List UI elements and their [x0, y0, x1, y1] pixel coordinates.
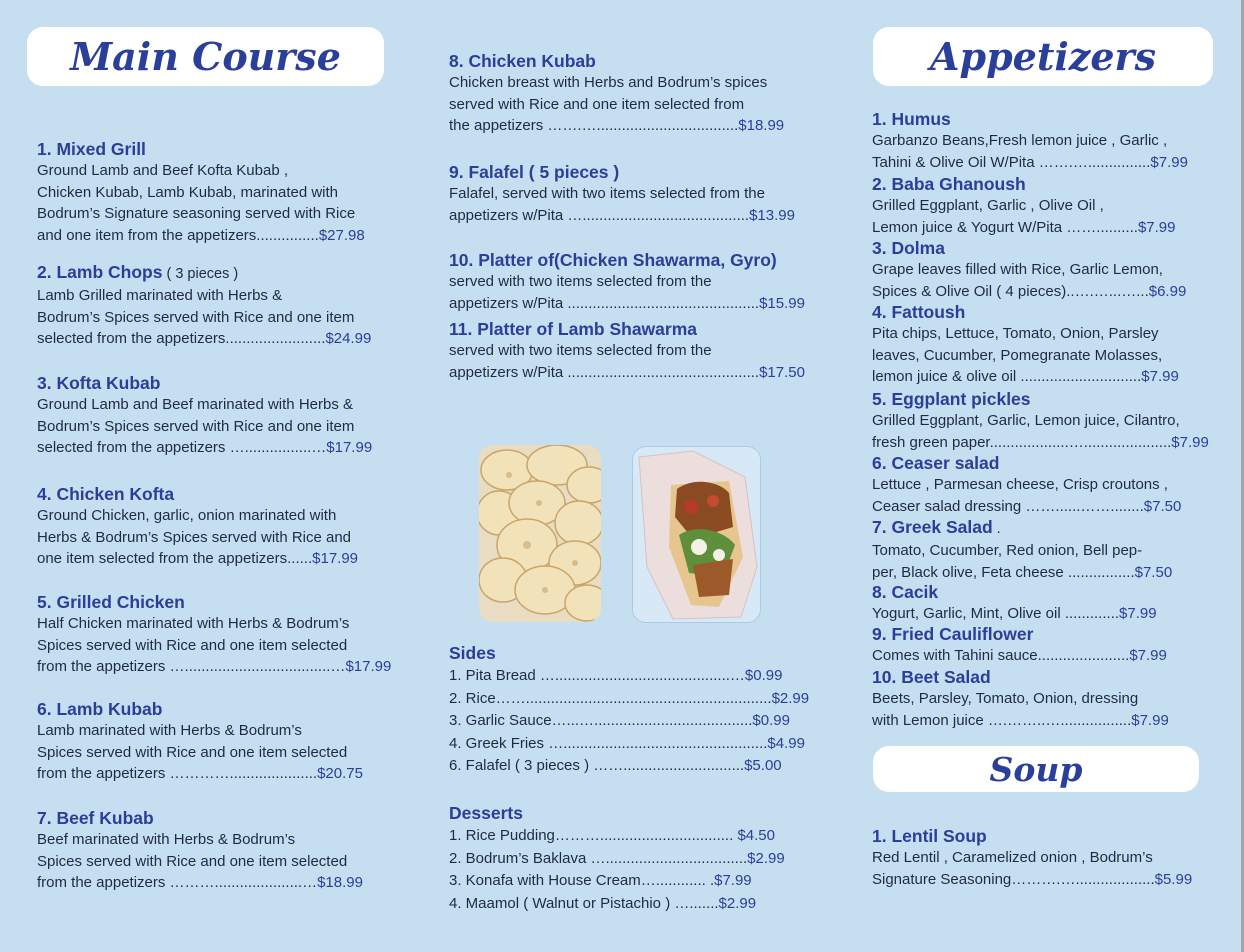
description-text: the appetizers …….….................................. [449, 117, 739, 134]
menu-item [872, 237, 1207, 302]
menu-item [872, 452, 1207, 517]
menu-item-price: $7.99 [1131, 711, 1169, 729]
menu-item-description [872, 645, 1207, 667]
description-line: Beef marinated with Herbs & Bodrum’s [37, 831, 296, 848]
menu-item-header [872, 108, 1207, 130]
description-line: Bodrum’s Spices served with Rice and one item [37, 308, 355, 326]
menu-item-price: $18.99 [317, 874, 363, 891]
menu-item-title: 3. Kofta Kubab [37, 373, 161, 393]
menu-item-description [449, 271, 805, 314]
menu-item-header [449, 318, 799, 340]
menu-item-title: 9. Falafel ( 5 pieces ) [449, 162, 620, 182]
menu-item-price: $27.98 [318, 226, 365, 244]
description-last-line [872, 496, 1207, 518]
menu-item-header [872, 825, 1207, 847]
menu-item-price: $17.99 [326, 439, 373, 456]
menu-item [37, 261, 387, 350]
sides-name: 3. Garlic Sauce…...…...................................... [449, 712, 753, 729]
description-last-line [872, 869, 1207, 891]
menu-item-header [37, 138, 387, 160]
menu-item [37, 138, 387, 246]
menu-item-price: $17.50 [759, 363, 805, 381]
menu-item-header [37, 483, 387, 505]
menu-item-description [37, 505, 387, 570]
menu-item-price: $15.99 [759, 294, 805, 312]
menu-item-header [872, 666, 1207, 688]
description-line: Chicken Kubab, Lamb Kubab, marinated with [37, 183, 339, 201]
description-text: Lemon juice & Yogurt W/Pita …….......... [872, 218, 1138, 236]
menu-item-title: 8. Chicken Kubab [449, 51, 596, 71]
menu-item [872, 516, 1207, 583]
sides-row [449, 688, 810, 711]
pita-bread-image [479, 445, 601, 622]
menu-item-price: $7.99 [1119, 605, 1157, 622]
sides-list [449, 665, 810, 778]
description-last-line [37, 763, 387, 785]
menu-item-header [37, 698, 387, 720]
menu-item-description [872, 195, 1207, 238]
gyro-wrap-photo [632, 446, 761, 623]
menu-item-description [37, 613, 392, 678]
sides-price: $2.99 [771, 689, 810, 707]
menu-item [449, 50, 799, 137]
menu-item-title: 6. Ceaser salad [872, 453, 1000, 473]
menu-item-title: 3. Dolma [872, 238, 945, 258]
menu-item-price: $7.99 [1141, 368, 1179, 385]
description-text: selected from the appetizers …................… [37, 439, 327, 456]
menu-item-price: $18.99 [738, 117, 785, 134]
appetizers-heading: Appetizers [930, 34, 1156, 79]
menu-item-header [37, 372, 387, 394]
description-text: Yogurt, Garlic, Mint, Olive oil ............. [872, 605, 1120, 622]
description-last-line [449, 205, 799, 227]
description-last-line [449, 362, 805, 384]
description-last-line [449, 293, 805, 315]
menu-item [872, 108, 1207, 173]
menu-item-header [872, 237, 1207, 259]
description-line: Beets, Parsley, Tomato, Onion, dressing [872, 690, 1139, 707]
description-last-line [37, 328, 387, 350]
description-text: and one item from the appetizers............... [37, 226, 319, 244]
description-text: from the appetizers …………..................... [37, 765, 318, 782]
menu-item-description [872, 688, 1207, 731]
menu-item-price: $17.99 [312, 550, 359, 567]
menu-item-description [872, 540, 1207, 583]
description-line: Spices served with Rice and one item selected [37, 636, 348, 654]
description-last-line [449, 115, 799, 137]
menu-item-description [872, 323, 1207, 388]
main-course-heading: Main Course [70, 34, 341, 79]
desserts-list [449, 825, 799, 915]
desserts-name: 2. Bodrum’s Baklava ….................................. [449, 849, 748, 867]
menu-item-title: 10. Beet Salad [872, 667, 991, 687]
description-text: Ceaser salad dressing ……......……........ [872, 497, 1144, 515]
description-line: Garbanzo Beans,Fresh lemon juice , Garlic , [872, 132, 1168, 149]
sides-price: $5.00 [744, 757, 782, 774]
soup-banner [873, 746, 1199, 792]
menu-item-description [449, 340, 805, 383]
menu-item-note: . [992, 521, 1001, 537]
menu-item [872, 825, 1207, 890]
sides-row [449, 710, 799, 733]
menu-item-title: 7. Beef Kubab [37, 808, 154, 828]
description-text: Tahini & Olive Oil W/Pita …….…............... [872, 153, 1151, 171]
menu-item-description [872, 130, 1207, 173]
menu-item-header [37, 591, 387, 613]
menu-item-price: $6.99 [1148, 282, 1187, 300]
description-last-line [37, 872, 387, 894]
description-last-line [872, 366, 1207, 388]
description-line: leaves, Cucumber, Pomegranate Molasses, [872, 346, 1163, 364]
menu-item [449, 161, 799, 226]
menu-item-title: 1. Mixed Grill [37, 139, 146, 159]
description-last-line [37, 548, 387, 570]
menu-item-title: 4. Fattoush [872, 302, 966, 322]
description-line: served with two items selected from the [449, 342, 712, 359]
description-last-line [872, 432, 1207, 454]
sides-heading: Sides [449, 643, 496, 663]
description-line: served with Rice and one item selected from [449, 95, 745, 113]
menu-item-title: 5. Grilled Chicken [37, 592, 185, 612]
description-text: from the appetizers …...................................… [37, 658, 346, 675]
description-last-line [872, 603, 1207, 625]
description-text: from the appetizers ……….....................… [37, 874, 318, 891]
menu-item-title: 6. Lamb Kubab [37, 699, 163, 719]
sides-price: $0.99 [744, 667, 783, 684]
desserts-price: $4.50 [737, 827, 775, 844]
description-text: Signature Seasoning……….…................... [872, 870, 1155, 888]
menu-item-title: 10. Platter of(Chicken Shawarma, Gyro) [449, 250, 777, 270]
menu-item [872, 301, 1207, 388]
sides-name: 4. Greek Fries …................................................. [449, 734, 768, 752]
menu-item-price: $13.99 [749, 206, 795, 224]
menu-item-title: 1. Humus [872, 109, 951, 129]
menu-item-title: 2. Baba Ghanoush [872, 174, 1026, 194]
menu-item-header [872, 452, 1207, 474]
menu-item [872, 388, 1207, 453]
menu-item-price: $7.99 [1171, 433, 1209, 451]
description-text: appetizers w/Pita .............................................. [449, 363, 760, 381]
description-line: Lamb Grilled marinated with Herbs & [37, 287, 283, 304]
menu-item-header [449, 249, 799, 271]
description-line: Chicken breast with Herbs and Bodrum’s spices [449, 74, 768, 91]
menu-item-header [872, 301, 1207, 323]
menu-item [449, 249, 805, 314]
description-line: Spices served with Rice and one item selected [37, 852, 348, 870]
desserts-name: 4. Maamol ( Walnut or Pistachio ) …....... [449, 894, 719, 912]
description-last-line [37, 225, 387, 247]
menu-item-title: 11. Platter of Lamb Shawarma [449, 319, 698, 339]
menu-item-note: ( 3 pieces ) [162, 266, 239, 282]
menu-item [37, 372, 387, 459]
menu-item [872, 623, 1207, 667]
menu-item-price: $7.99 [1137, 218, 1176, 236]
main-course-banner [27, 27, 384, 86]
description-text: one item selected from the appetizers...... [37, 550, 313, 567]
description-line: Tomato, Cucumber, Red onion, Bell pep- [872, 542, 1143, 559]
description-last-line [872, 710, 1207, 732]
menu-item [37, 591, 392, 678]
description-text: Comes with Tahini sauce...................... [872, 647, 1130, 664]
description-line: Ground Lamb and Beef marinated with Herbs & [37, 396, 354, 413]
menu-item-header [37, 261, 387, 285]
menu-item [872, 666, 1207, 731]
sides-price: $0.99 [752, 712, 790, 729]
sides-row [449, 665, 799, 688]
desserts-row [449, 825, 799, 848]
sides-row [449, 755, 799, 778]
sides-name: 6. Falafel ( 3 pieces ) ……............................. [449, 757, 745, 774]
menu-item-title: 9. Fried Cauliflower [872, 624, 1034, 644]
desserts-name: 3. Konafa with House Cream…............ . [449, 872, 715, 889]
description-last-line [872, 217, 1207, 239]
description-line: Pita chips, Lettuce, Tomato, Onion, Parsley [872, 325, 1159, 342]
description-last-line [872, 281, 1207, 303]
sides-name: 1. Pita Bread …..........................................… [449, 667, 745, 684]
desserts-price: $2.99 [747, 849, 785, 867]
description-line: Falafel, served with two items selected from the [449, 185, 765, 202]
gyro-wrap-image [633, 447, 760, 622]
menu-item-description [37, 160, 387, 246]
desserts-row [449, 848, 799, 871]
desserts-price: $7.99 [714, 872, 752, 889]
menu-item-description [872, 847, 1207, 890]
description-line: Spices served with Rice and one item selected [37, 743, 348, 761]
menu-item-price: $17.99 [345, 658, 392, 675]
menu-item-title: 2. Lamb Chops [37, 262, 163, 282]
description-last-line [872, 152, 1207, 174]
description-text: appetizers w/Pita …........................................ [449, 206, 750, 224]
description-line: Grape leaves filled with Rice, Garlic Lemon, [872, 261, 1163, 278]
menu-item-title: 5. Eggplant pickles [872, 389, 1031, 409]
menu-item-description [37, 720, 387, 785]
menu-item-header [872, 516, 1207, 540]
desserts-name: 1. Rice Pudding………................................ [449, 827, 738, 844]
desserts-price: $2.99 [718, 894, 757, 912]
menu-item-header [449, 161, 799, 183]
pita-bread-photo [479, 445, 601, 622]
menu-item [37, 807, 387, 894]
menu-item-description [449, 183, 799, 226]
menu-item-price: $7.50 [1143, 497, 1182, 515]
description-line: Ground Lamb and Beef Kofta Kubab , [37, 162, 289, 179]
menu-item-description [37, 285, 387, 350]
desserts-row [449, 870, 799, 893]
menu-item-header [449, 50, 799, 72]
description-line: Bodrum’s Spices served with Rice and one item [37, 417, 355, 435]
menu-item-price: $7.99 [1129, 647, 1167, 664]
menu-item [37, 698, 387, 785]
menu-item-description [37, 829, 387, 894]
sides-name: 2. Rice……........................................................... [449, 689, 772, 707]
menu-item [449, 318, 805, 383]
menu-item-price: $20.75 [317, 765, 363, 782]
description-line: Herbs & Bodrum’s Spices served with Rice and [37, 528, 352, 546]
menu-item-title: 4. Chicken Kofta [37, 484, 175, 504]
menu-item-title: 7. Greek Salad [872, 517, 993, 537]
soup-heading: Soup [989, 749, 1083, 789]
description-last-line [872, 645, 1207, 667]
menu-item-header [872, 581, 1207, 603]
menu-item-description [449, 72, 799, 137]
description-text: selected from the appetizers........................ [37, 330, 326, 347]
menu-item-description [872, 603, 1207, 625]
menu-item-header [872, 623, 1207, 645]
menu-item [872, 581, 1207, 625]
description-line: Lettuce , Parmesan cheese, Crisp croutons , [872, 476, 1168, 493]
description-text: with Lemon juice ….……..…................. [872, 711, 1132, 729]
menu-item-title: 8. Cacik [872, 582, 939, 602]
menu-item-description [872, 410, 1207, 453]
menu-item-price: $5.99 [1154, 870, 1193, 888]
description-line: Grilled Eggplant, Garlic , Olive Oil , [872, 197, 1104, 214]
description-line: Lamb marinated with Herbs & Bodrum’s [37, 722, 302, 739]
menu-item-price: $7.50 [1134, 563, 1173, 581]
menu-item-header [872, 388, 1207, 410]
description-text: appetizers w/Pita .............................................. [449, 294, 760, 312]
menu-item-header [872, 173, 1207, 195]
menu-item-price: $7.99 [1150, 153, 1188, 171]
menu-item [872, 173, 1207, 238]
sides-row [449, 733, 805, 756]
description-last-line [872, 562, 1207, 584]
description-text: Spices & Olive Oil ( 4 pieces)..….…...…... [872, 282, 1149, 300]
description-text: fresh green paper...................…..................... [872, 433, 1172, 451]
menu-item-description [37, 394, 387, 459]
desserts-row [449, 893, 799, 916]
menu-item-title: 1. Lentil Soup [872, 826, 987, 846]
description-text: lemon juice & olive oil ............................. [872, 368, 1142, 385]
description-last-line [37, 656, 392, 678]
description-text: per, Black olive, Feta cheese ................ [872, 563, 1135, 581]
description-line: Half Chicken marinated with Herbs & Bodrum’s [37, 615, 350, 632]
desserts-heading: Desserts [449, 803, 523, 823]
description-line: Bodrum’s Signature seasoning served with Rice [37, 205, 356, 222]
menu-item-header [37, 807, 387, 829]
menu-item-price: $24.99 [325, 330, 372, 347]
menu-item-description [872, 259, 1207, 302]
description-last-line [37, 437, 387, 459]
description-line: served with two items selected from the [449, 273, 712, 290]
sides-price: $4.99 [767, 734, 805, 752]
menu-item-description [872, 474, 1207, 517]
description-line: Grilled Eggplant, Garlic, Lemon juice, Cilantro, [872, 412, 1180, 429]
description-line: Ground Chicken, garlic, onion marinated with [37, 507, 337, 524]
appetizers-banner [873, 27, 1213, 86]
description-line: Red Lentil , Caramelized onion , Bodrum’s [872, 849, 1153, 866]
menu-item [37, 483, 387, 570]
